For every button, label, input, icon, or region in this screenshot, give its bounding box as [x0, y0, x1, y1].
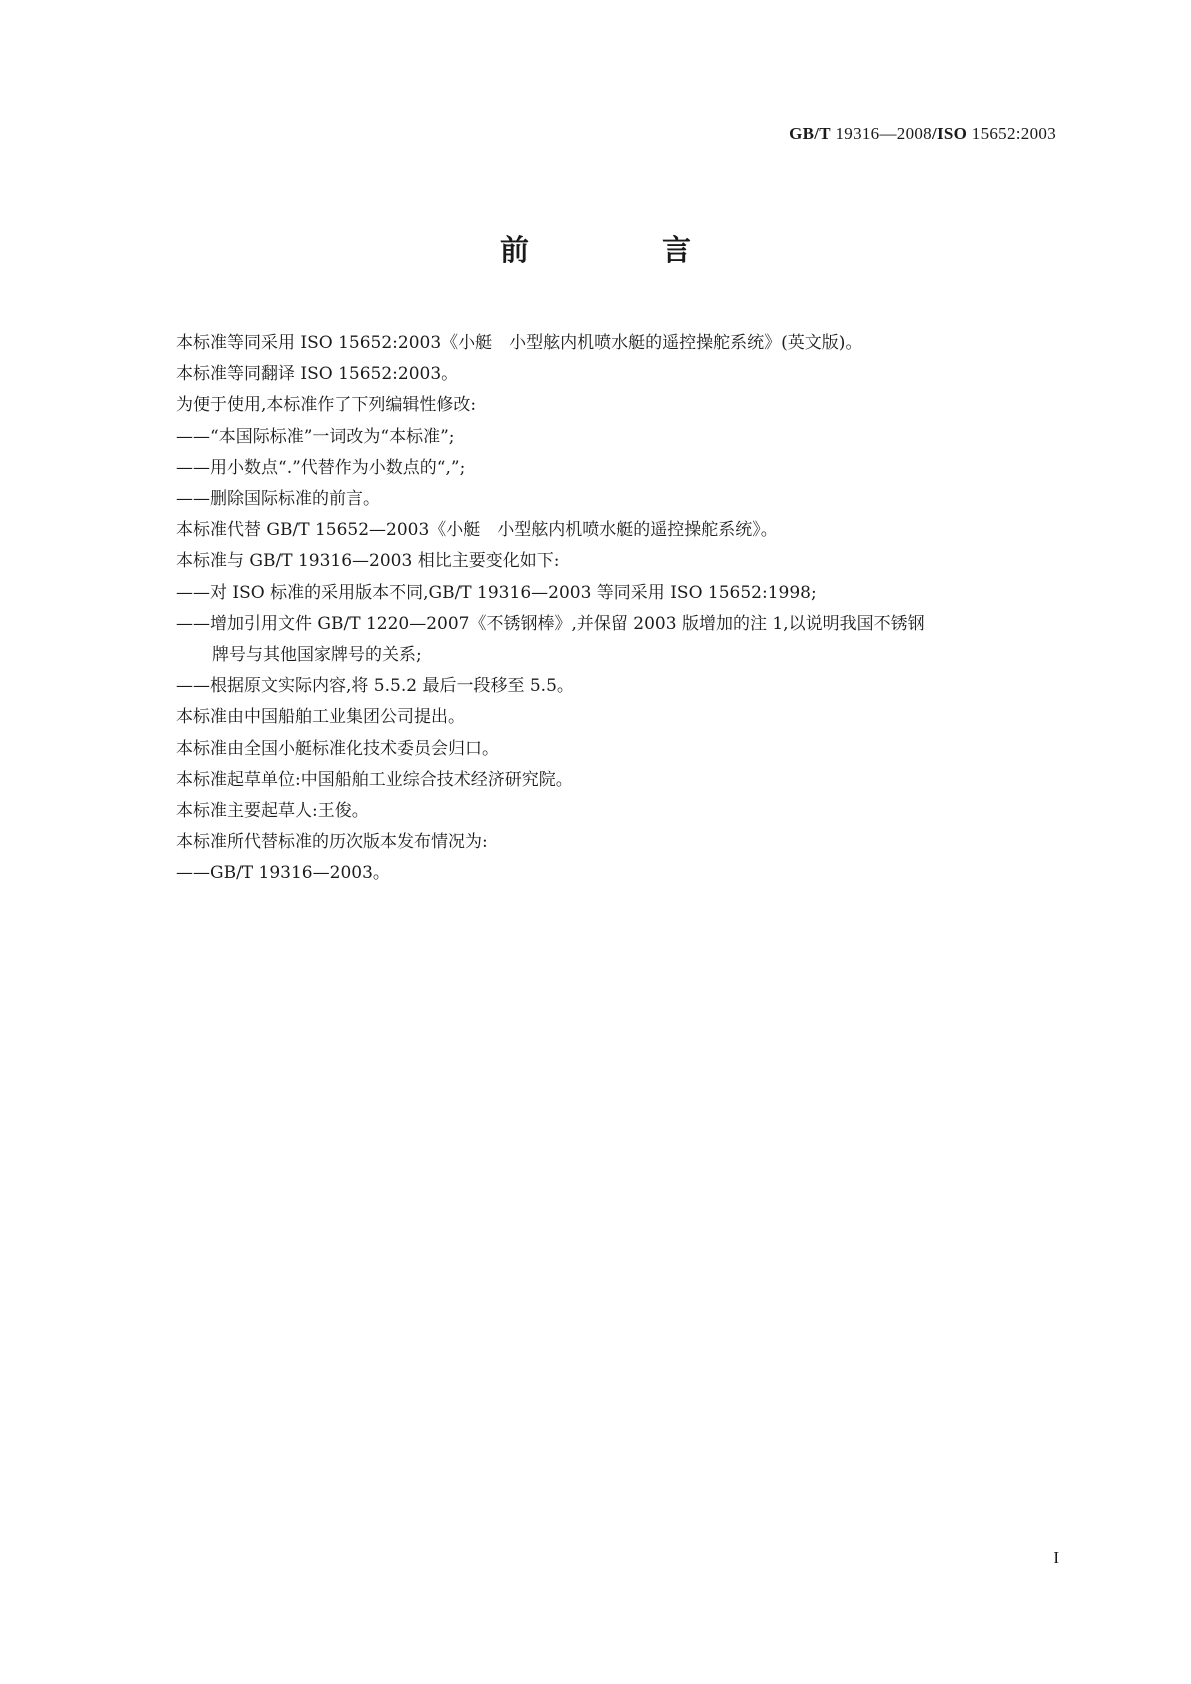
preface-list-item: ——增加引用文件 GB/T 1220—2007《不锈钢棒》,并保留 2003 版增加的注 1,以说明我国不锈钢 — [176, 613, 925, 634]
preface-line: 本标准由中国船舶工业集团公司提出。 — [176, 707, 465, 728]
preface-line: 本标准起草单位:中国船舶工业综合技术经济研究院。 — [176, 769, 573, 790]
iso-prefix: /ISO — [931, 124, 968, 143]
preface-line: 为便于使用,本标准作了下列编辑性修改: — [176, 395, 477, 416]
preface-list-item: ——GB/T 19316—2003。 — [176, 863, 390, 884]
standard-number: 19316—2008 — [835, 124, 932, 143]
preface-list-item: ——根据原文实际内容,将 5.5.2 最后一段移至 5.5。 — [176, 676, 574, 697]
preface-line: 本标准与 GB/T 19316—2003 相比主要变化如下: — [176, 551, 560, 572]
preface-list-item: ——用小数点“.”代替作为小数点的“,”; — [176, 457, 466, 478]
page-title: 前 言 — [499, 233, 743, 267]
preface-line: 本标准等同采用 ISO 15652:2003《小艇 小型舷内机喷水艇的遥控操舵系统》(英文版)。 — [176, 333, 863, 353]
page-number: I — [1053, 1548, 1059, 1567]
preface-line: 本标准由全国小艇标准化技术委员会归口。 — [176, 738, 499, 759]
preface-line: 本标准主要起草人:王俊。 — [176, 801, 369, 822]
preface-list-item: ——删除国际标准的前言。 — [176, 489, 380, 510]
standard-prefix: GB/T — [789, 124, 831, 143]
preface-body — [176, 328, 1056, 890]
preface-line: 本标准所代替标准的历次版本发布情况为: — [176, 832, 488, 853]
preface-line: 本标准代替 GB/T 15652—2003《小艇 小型舷内机喷水艇的遥控操舵系统》。 — [176, 520, 778, 541]
preface-list-item: ——“本国际标准”一词改为“本标准”; — [176, 426, 455, 447]
page-header — [789, 124, 1056, 144]
preface-list-item: ——对 ISO 标准的采用版本不同,GB/T 19316—2003 等同采用 ISO 15652:1998; — [176, 582, 817, 603]
preface-line: 本标准等同翻译 ISO 15652:2003。 — [176, 364, 459, 385]
iso-number: 15652:2003 — [971, 124, 1056, 143]
preface-list-item-continuation: 牌号与其他国家牌号的关系; — [212, 645, 422, 666]
